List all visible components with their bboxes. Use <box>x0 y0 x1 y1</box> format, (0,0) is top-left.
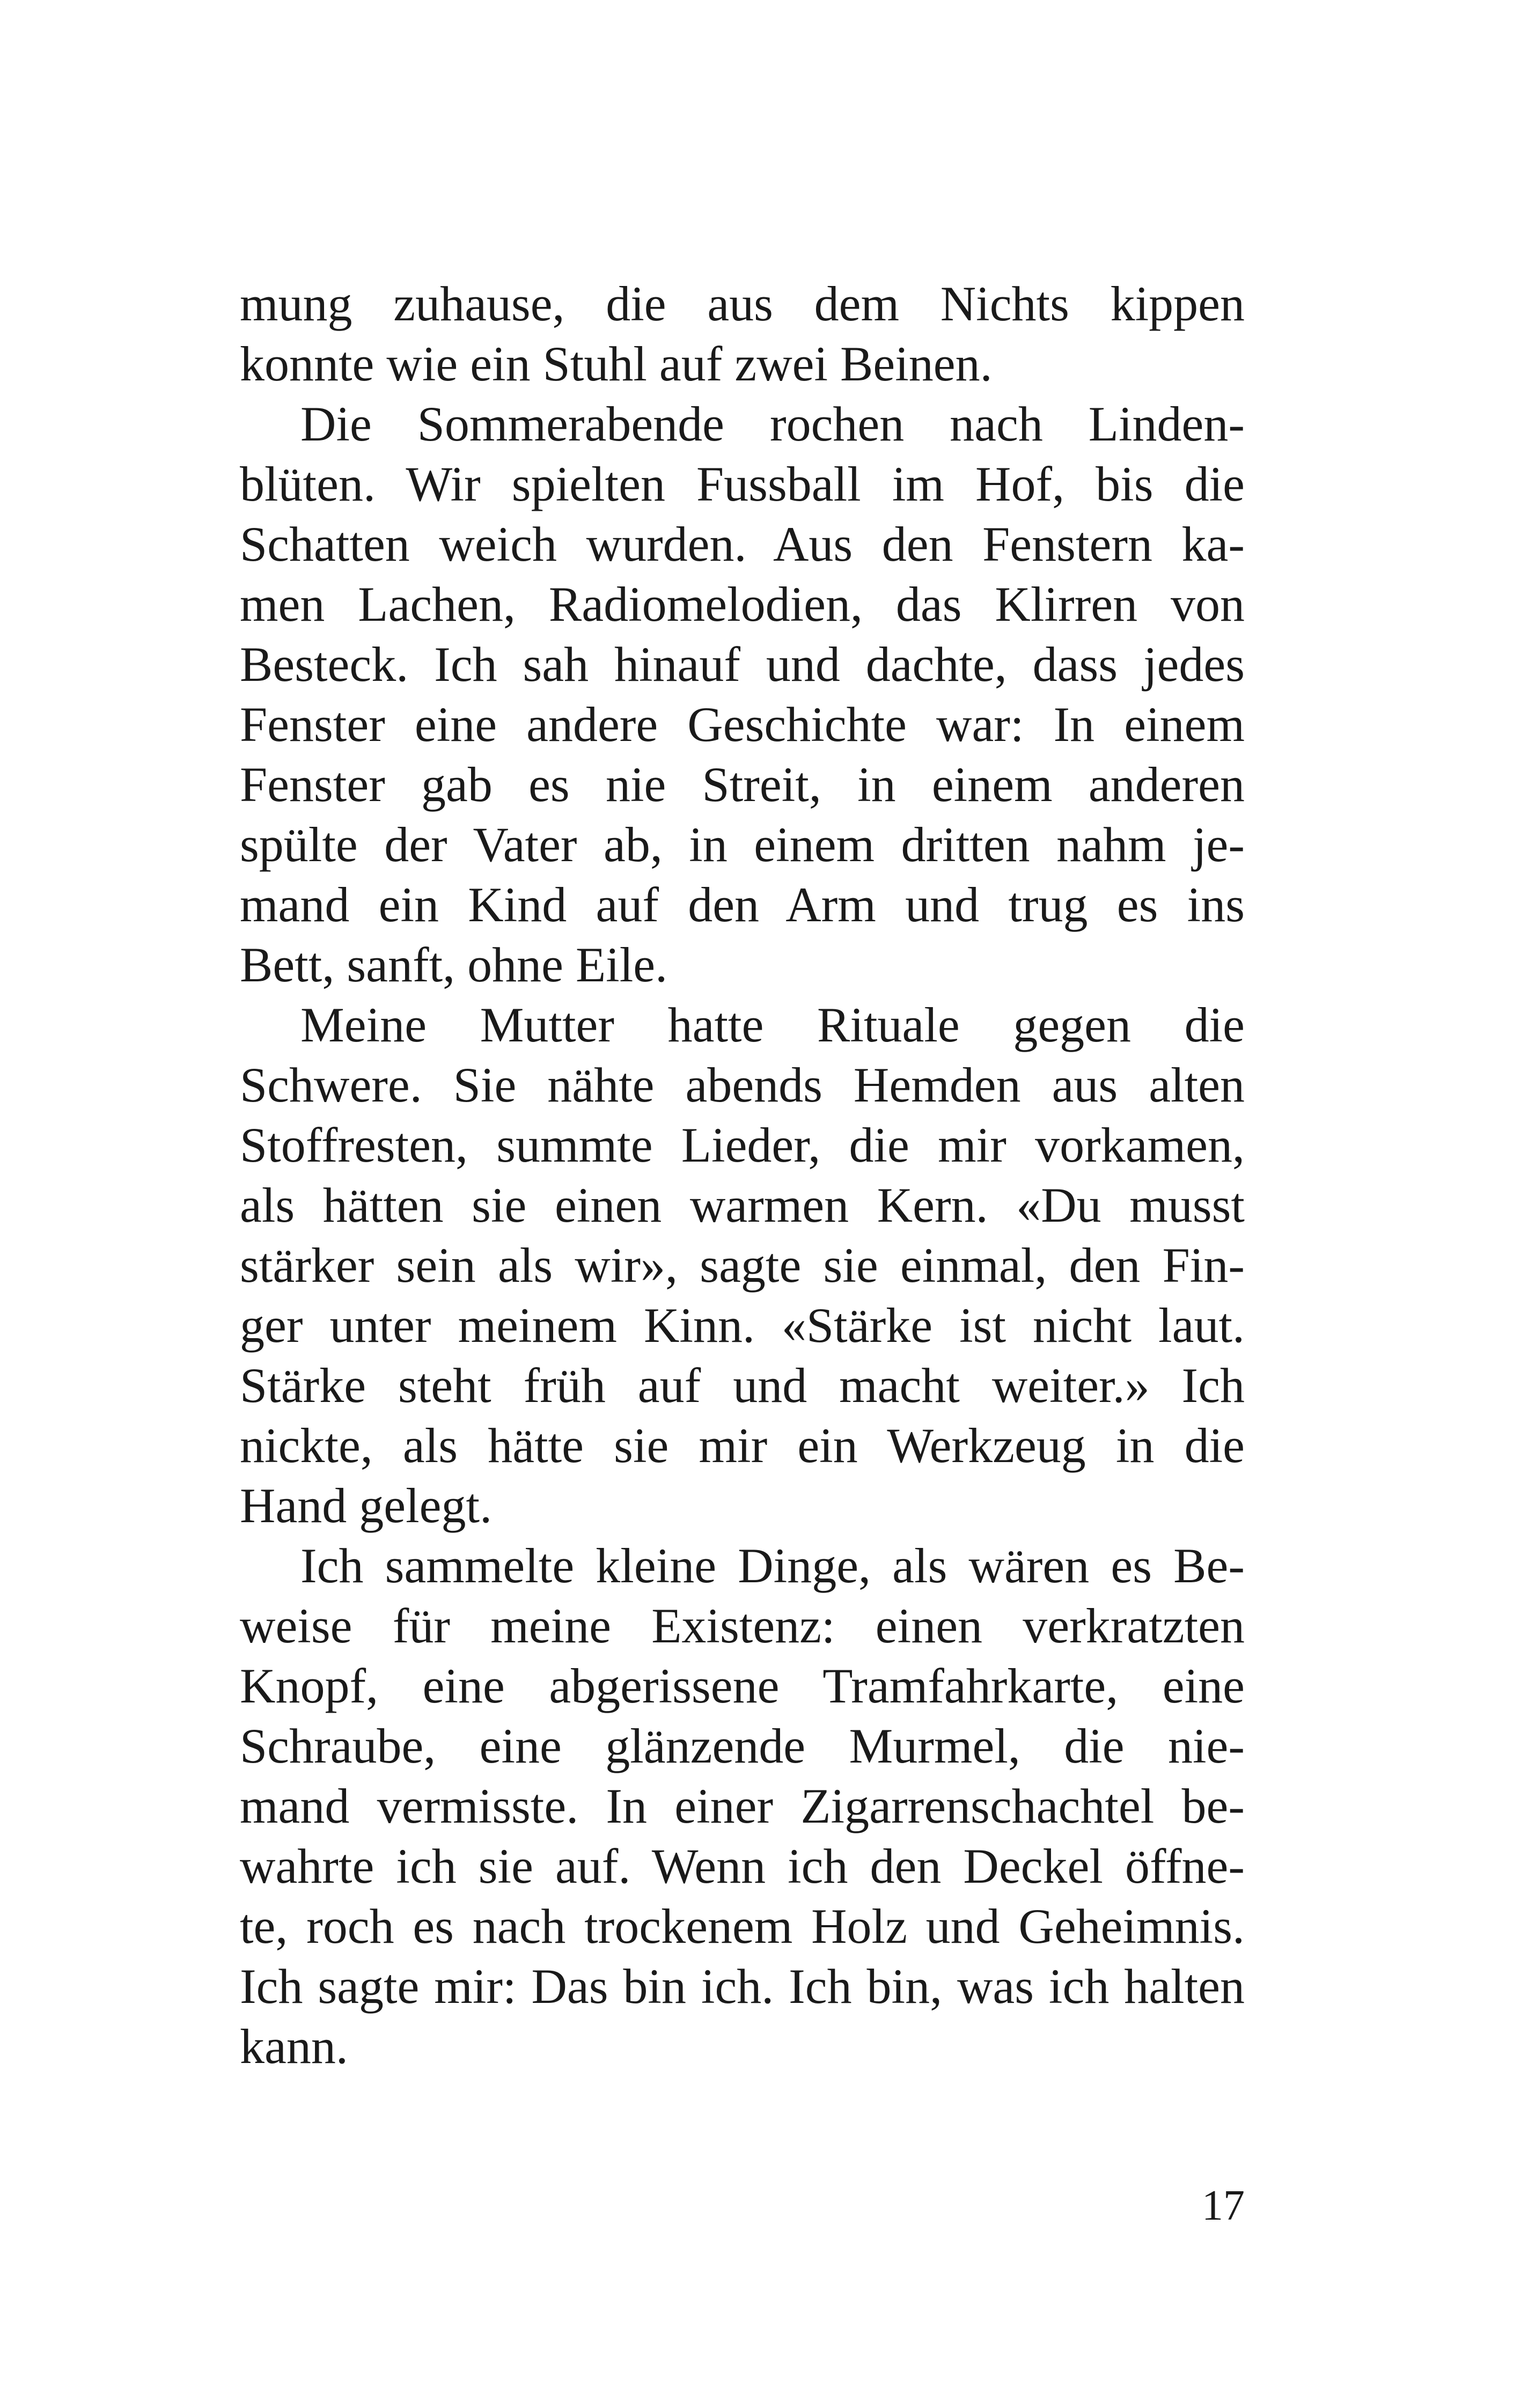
text-line: Schatten weich wurden. Aus den Fenstern ka- <box>240 517 1245 571</box>
text-line: Schraube, eine glänzende Murmel, die nie- <box>240 1719 1245 1773</box>
text-line: konnte wie ein Stuhl auf zwei Beinen. <box>240 336 993 391</box>
text-line: wahrte ich sie auf. Wenn ich den Deckel öffne- <box>240 1839 1245 1893</box>
text-line: Fenster eine andere Geschichte war: In einem <box>240 697 1245 752</box>
text-line: men Lachen, Radiomelodien, das Klirren von <box>240 577 1245 632</box>
text-line: nickte, als hätte sie mir ein Werkzeug in die <box>240 1418 1245 1473</box>
text-line: te, roch es nach trockenem Holz und Geheimnis. <box>240 1899 1245 1954</box>
text-line: stärker sein als wir», sagte sie einmal, den Fin- <box>240 1238 1245 1293</box>
text-line: kann. <box>240 2019 348 2074</box>
text-line: weise für meine Existenz: einen verkratzten <box>240 1598 1245 1653</box>
paragraph-start-line: Meine Mutter hatte Rituale gegen die <box>300 997 1245 1052</box>
text-line: mand vermisste. In einer Zigarrenschachtel be- <box>240 1779 1245 1833</box>
text-line: mung zuhause, die aus dem Nichts kippen <box>240 276 1245 331</box>
text-line: Ich sagte mir: Das bin ich. Ich bin, was ich halten <box>240 1959 1245 2014</box>
text-line: Besteck. Ich sah hinauf und dachte, dass jedes <box>240 637 1245 692</box>
text-line: als hätten sie einen warmen Kern. «Du musst <box>240 1178 1245 1232</box>
paragraph-start-line: Ich sammelte kleine Dinge, als wären es Be- <box>300 1538 1245 1593</box>
text-line: Bett, sanft, ohne Eile. <box>240 937 668 992</box>
text-line: ger unter meinem Kinn. «Stärke ist nicht laut. <box>240 1298 1245 1353</box>
text-line: Stärke steht früh auf und macht weiter.» Ich <box>240 1358 1245 1413</box>
paragraph-start-line: Die Sommerabende rochen nach Linden- <box>300 397 1245 451</box>
text-line: mand ein Kind auf den Arm und trug es ins <box>240 877 1245 932</box>
text-line: blüten. Wir spielten Fussball im Hof, bis die <box>240 457 1245 511</box>
text-line: spülte der Vater ab, in einem dritten nahm je- <box>240 817 1245 872</box>
text-line: Stoffresten, summte Lieder, die mir vorkamen, <box>240 1118 1245 1172</box>
text-line: Schwere. Sie nähte abends Hemden aus alten <box>240 1058 1245 1112</box>
page-number: 17 <box>1202 2182 1245 2229</box>
text-line: Knopf, eine abgerissene Tramfahrkarte, eine <box>240 1658 1245 1713</box>
text-line: Fenster gab es nie Streit, in einem anderen <box>240 757 1245 812</box>
text-line: Hand gelegt. <box>240 1478 493 1533</box>
